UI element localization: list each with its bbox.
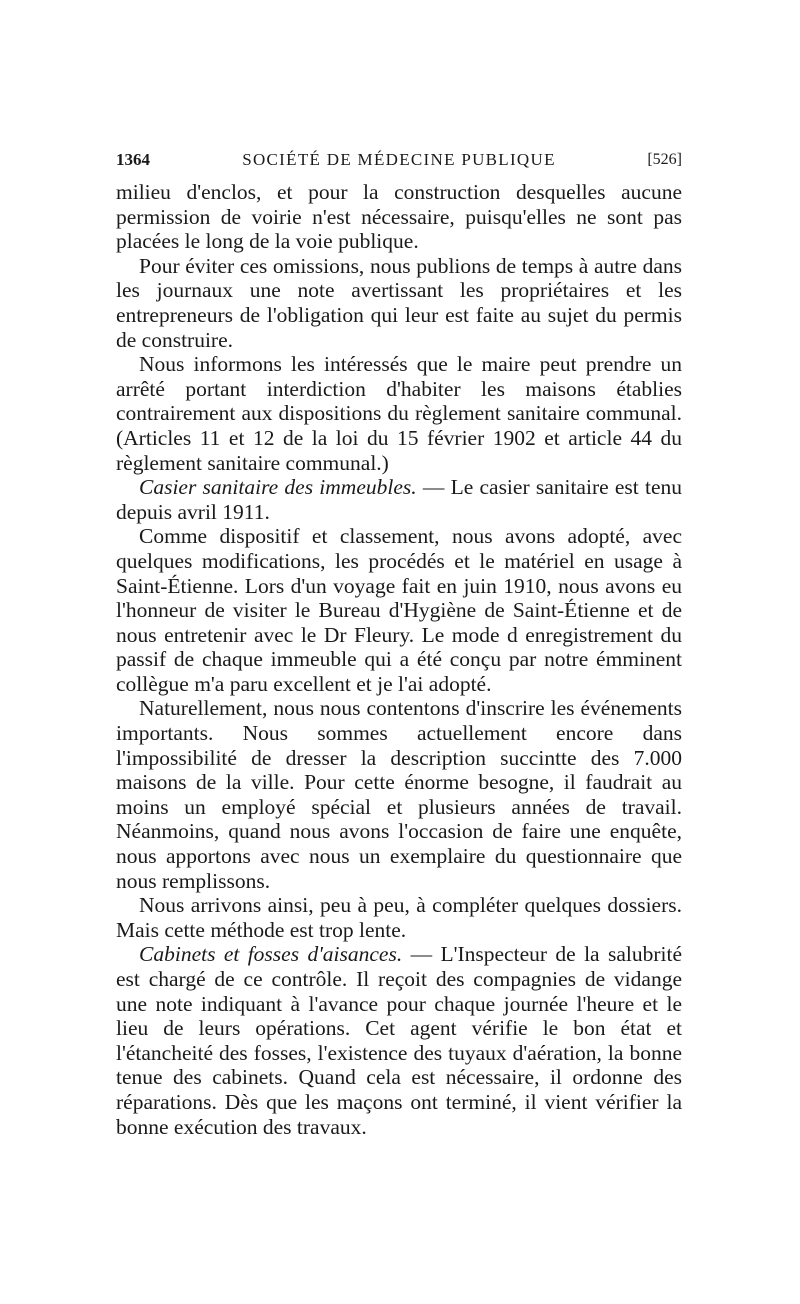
paragraph [116,180,682,254]
running-header [116,150,682,174]
paragraph-text: Comme dispositif et classement, nous avons adopté, avec quelques modifications, les procédés et le matériel en usage à Saint-Étienne. Lors d'un voyage fait en juin 1910, nous avons eu l'honneur de visiter le Bureau d'Hygiène de Saint-Étienne et de nous entretenir avec le Dr Fleury. Le mode d enregistrement du passif de chaque immeuble qui a été conçu par notre émminent collègue m'a paru excellent et je l'ai adopté. [116,524,682,696]
paragraph [116,942,682,1139]
paragraph-text: Nous informons les intéressés que le maire peut prendre un arrêté portant interdiction d'habiter les maisons établies contrairement aux dispositions du règlement sanitaire communal. (Articles 11 et 12 de la loi du 15 février 1902 et article 44 du règlement sanitaire communal.) [116,352,682,475]
paragraph-text: Pour éviter ces omissions, nous publions de temps à autre dans les journaux une note avertissant les propriétaires et les entrepreneurs de l'obligation qui leur est faite au sujet du permis de construire. [116,253,682,352]
paragraph-text: — Le casier sanitaire est tenu depuis avril 1911. [116,475,682,524]
section-heading: Cabinets et fosses d'aisances. [139,942,403,967]
paragraph [116,893,682,942]
page-number: 1364 [116,150,150,169]
paragraph [116,524,682,696]
paragraph [116,475,682,524]
paragraph-text: — L'Inspecteur de la salubrité est chargé de ce contrôle. Il reçoit des compagnies de vidange une note indiquant à l'avance pour chaque journée l'heure et le lieu de leurs opérations. Cet agent vérifie le bon état et l'étancheité des fosses, l'existence des tuyaux d'aération, la bonne tenue des cabinets. Quand cela est nécessaire, il ordonne des réparations. Dès que les maçons ont terminé, il vient vérifier la bonne exécution des travaux. [116,942,682,1139]
running-title: SOCIÉTÉ DE MÉDECINE PUBLIQUE [242,150,556,169]
paragraph [116,254,682,352]
section-heading: Casier sanitaire des immeubles. [139,475,417,500]
paragraph-text: Naturellement, nous nous contentons d'inscrire les événements importants. Nous sommes actuellement encore dans l'impossibilité de dresser la description succintte des 7.000 maisons de la ville. Pour cette énorme besogne, il faudrait au moins un employé spécial et plusieurs années de travail. Néanmoins, quand nous avons l'occasion de faire une enquête, nous apportons avec nous un exemplaire du questionnaire que nous remplissons. [116,696,682,893]
bracket-reference: [526] [647,151,682,168]
body-text [116,180,682,1139]
paragraph [116,696,682,893]
paragraph [116,352,682,475]
paragraph-text: Nous arrivons ainsi, peu à peu, à compléter quelques dossiers. Mais cette méthode est trop lente. [116,893,682,942]
paragraph-text: milieu d'enclos, et pour la construction desquelles aucune permission de voirie n'est nécessaire, puisqu'elles ne sont pas placées le long de la voie publique. [116,180,682,254]
